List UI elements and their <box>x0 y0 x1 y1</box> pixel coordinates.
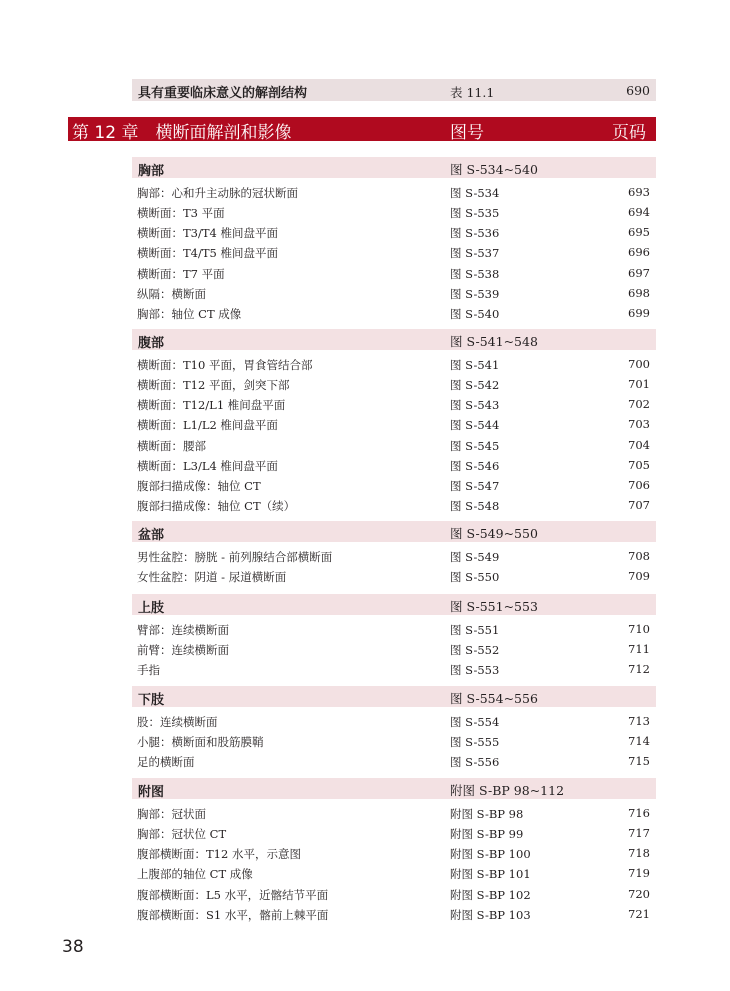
section-range: 图 S-554~556 <box>450 691 538 706</box>
entry-figure: 图 S-543 <box>450 398 500 413</box>
section-header <box>132 329 656 350</box>
toc-row <box>132 436 656 456</box>
toc-row <box>132 620 656 640</box>
entry-name: 腹部横断面：T12 水平，示意图 <box>137 847 301 862</box>
entry-page: 714 <box>628 734 650 749</box>
entry-page: 699 <box>628 305 650 320</box>
toc-row <box>132 905 656 925</box>
toc-row <box>132 264 656 284</box>
entry-page: 704 <box>628 437 650 452</box>
toc-row <box>132 223 656 243</box>
entry-figure: 附图 S-BP 99 <box>450 827 524 842</box>
toc-row <box>132 824 656 844</box>
entry-page: 718 <box>628 846 650 861</box>
entry-name: 横断面：T4/T5 椎间盘平面 <box>137 246 279 261</box>
entry-page: 707 <box>628 498 650 513</box>
toc-row <box>132 395 656 415</box>
section-header <box>132 778 656 799</box>
entry-figure: 图 S-554 <box>450 715 500 729</box>
entry-page: 715 <box>628 754 650 769</box>
entry-page: 696 <box>628 245 650 260</box>
section-title: 下肢 <box>138 693 165 708</box>
column-header-page: 页码 <box>612 123 646 143</box>
entry-name: 腹部横断面：S1 水平，髂前上棘平面 <box>137 907 329 922</box>
section-title: 胸部 <box>138 164 165 179</box>
entry-page: 698 <box>628 285 650 300</box>
entry-figure: 附图 S-BP 102 <box>450 887 531 902</box>
section-title: 盆部 <box>138 528 165 543</box>
section-header <box>132 686 656 707</box>
entry-name: 腹部扫描成像：轴位 CT <box>137 478 261 493</box>
entry-figure: 图 S-540 <box>450 306 500 321</box>
previous-entry-band <box>132 79 656 101</box>
toc-row <box>132 567 656 587</box>
entry-name: 横断面：T12/L1 椎间盘平面 <box>137 398 286 413</box>
toc-row <box>132 660 656 680</box>
entry-figure: 附图 S-BP 103 <box>450 907 531 922</box>
toc-row <box>132 243 656 263</box>
toc-row <box>132 284 656 304</box>
entry-page: 716 <box>628 806 650 820</box>
entry-name: 横断面：T3/T4 椎间盘平面 <box>137 226 279 241</box>
entry-page: 703 <box>628 417 650 432</box>
entry-name: 胸部：冠状面 <box>137 807 206 821</box>
entry-name: 横断面：腰部 <box>137 438 206 453</box>
chapter-header <box>68 117 656 141</box>
entry-name: 足的横断面 <box>137 755 195 770</box>
toc-row <box>132 456 656 476</box>
entry-figure: 图 S-545 <box>450 438 500 453</box>
entry-page: 697 <box>628 265 650 280</box>
entry-figure: 图 S-547 <box>450 478 500 493</box>
entry-figure: 图 S-548 <box>450 499 500 514</box>
entry-figure: 图 S-534 <box>450 186 500 200</box>
toc-row <box>132 804 656 824</box>
entry-name: 手指 <box>137 663 160 678</box>
entry-name: 横断面：T7 平面 <box>137 266 225 281</box>
entry-figure: 图 S-549 <box>450 550 500 564</box>
toc-row <box>132 864 656 884</box>
toc-row <box>132 844 656 864</box>
entry-page: 710 <box>628 622 650 636</box>
entry-page: 702 <box>628 397 650 412</box>
entry-name: 横断面：T3 平面 <box>137 206 225 221</box>
toc-row <box>132 375 656 395</box>
entry-name: 横断面：L1/L2 椎间盘平面 <box>137 418 278 433</box>
section-range: 图 S-549~550 <box>450 526 538 541</box>
section-title: 上肢 <box>138 601 165 616</box>
entry-page: 693 <box>628 185 650 199</box>
entry-name: 横断面：L3/L4 椎间盘平面 <box>137 458 278 473</box>
entry-name: 臂部：连续横断面 <box>137 623 229 637</box>
entry-figure: 附图 S-BP 101 <box>450 867 531 882</box>
entry-page: 721 <box>628 906 650 921</box>
entry-figure: 图 S-536 <box>450 226 500 241</box>
entry-name: 股：连续横断面 <box>137 715 218 729</box>
entry-figure: 附图 S-BP 100 <box>450 847 531 862</box>
entry-name: 小腿：横断面和股筋膜鞘 <box>137 735 264 750</box>
entry-figure: 图 S-546 <box>450 458 500 473</box>
entry-page: 717 <box>628 826 650 841</box>
entry-page: 712 <box>628 662 650 677</box>
entry-name: 横断面：T10 平面，胃食管结合部 <box>137 358 313 372</box>
entry-figure: 图 S-539 <box>450 286 500 301</box>
entry-figure: 图 S-537 <box>450 246 500 261</box>
toc-row <box>132 712 656 732</box>
entry-figure: 图 S-535 <box>450 206 500 221</box>
entry-page: 695 <box>628 225 650 240</box>
entry-figure: 图 S-541 <box>450 358 500 372</box>
entry-name: 女性盆腔：阴道 - 尿道横断面 <box>137 570 287 585</box>
entry-ref: 表 11.1 <box>450 85 495 100</box>
toc-row <box>132 203 656 223</box>
entry-figure: 图 S-538 <box>450 266 500 281</box>
section-header <box>132 521 656 542</box>
entry-name: 胸部：冠状位 CT <box>137 827 227 842</box>
toc-row <box>132 355 656 375</box>
entry-name: 纵隔：横断面 <box>137 286 206 301</box>
entry-page: 690 <box>626 83 650 98</box>
toc-row <box>132 415 656 435</box>
page-number: 38 <box>62 937 84 957</box>
entry-figure: 图 S-555 <box>450 735 500 750</box>
chapter-title: 第 12 章 横断面解剖和影像 <box>72 123 292 143</box>
entry-page: 719 <box>628 866 650 881</box>
section-range: 附图 S-BP 98~112 <box>450 783 565 798</box>
toc-row <box>132 640 656 660</box>
toc-row <box>132 752 656 772</box>
entry-figure: 图 S-551 <box>450 623 500 637</box>
section-range: 图 S-551~553 <box>450 599 538 614</box>
entry-page: 720 <box>628 886 650 901</box>
section-header <box>132 157 656 178</box>
entry-page: 694 <box>628 205 650 220</box>
entry-page: 701 <box>628 377 650 392</box>
entry-figure: 图 S-552 <box>450 643 500 658</box>
toc-row <box>132 496 656 516</box>
entry-name: 胸部：轴位 CT 成像 <box>137 306 242 321</box>
entry-figure: 图 S-556 <box>450 755 500 770</box>
toc-row <box>132 547 656 567</box>
entry-page: 706 <box>628 477 650 492</box>
entry-title: 具有重要临床意义的解剖结构 <box>138 86 308 101</box>
entry-name: 男性盆腔：膀胱 - 前列腺结合部横断面 <box>137 550 333 564</box>
entry-figure: 附图 S-BP 98 <box>450 807 524 821</box>
entry-name: 腹部横断面：L5 水平，近髂结节平面 <box>137 887 329 902</box>
section-title: 附图 <box>138 785 165 800</box>
section-range: 图 S-534~540 <box>450 162 538 177</box>
entry-page: 700 <box>628 357 650 371</box>
column-header-figure: 图号 <box>450 123 484 143</box>
entry-figure: 图 S-542 <box>450 378 500 393</box>
entry-figure: 图 S-550 <box>450 570 500 585</box>
entry-page: 709 <box>628 569 650 584</box>
entry-page: 708 <box>628 549 650 563</box>
toc-row <box>132 183 656 203</box>
toc-row <box>132 885 656 905</box>
entry-name: 胸部：心和升主动脉的冠状断面 <box>137 186 298 200</box>
section-header <box>132 594 656 615</box>
entry-page: 711 <box>628 642 650 657</box>
toc-row <box>132 304 656 324</box>
section-range: 图 S-541~548 <box>450 334 538 349</box>
entry-name: 横断面：T12 平面，剑突下部 <box>137 378 290 393</box>
entry-name: 腹部扫描成像：轴位 CT（续） <box>137 499 296 514</box>
entry-figure: 图 S-544 <box>450 418 500 433</box>
entry-name: 上腹部的轴位 CT 成像 <box>137 867 253 882</box>
entry-name: 前臂：连续横断面 <box>137 643 229 658</box>
entry-page: 705 <box>628 457 650 472</box>
section-title: 腹部 <box>138 336 165 351</box>
toc-row <box>132 732 656 752</box>
toc-row <box>132 476 656 496</box>
entry-page: 713 <box>628 714 650 728</box>
entry-figure: 图 S-553 <box>450 663 500 678</box>
